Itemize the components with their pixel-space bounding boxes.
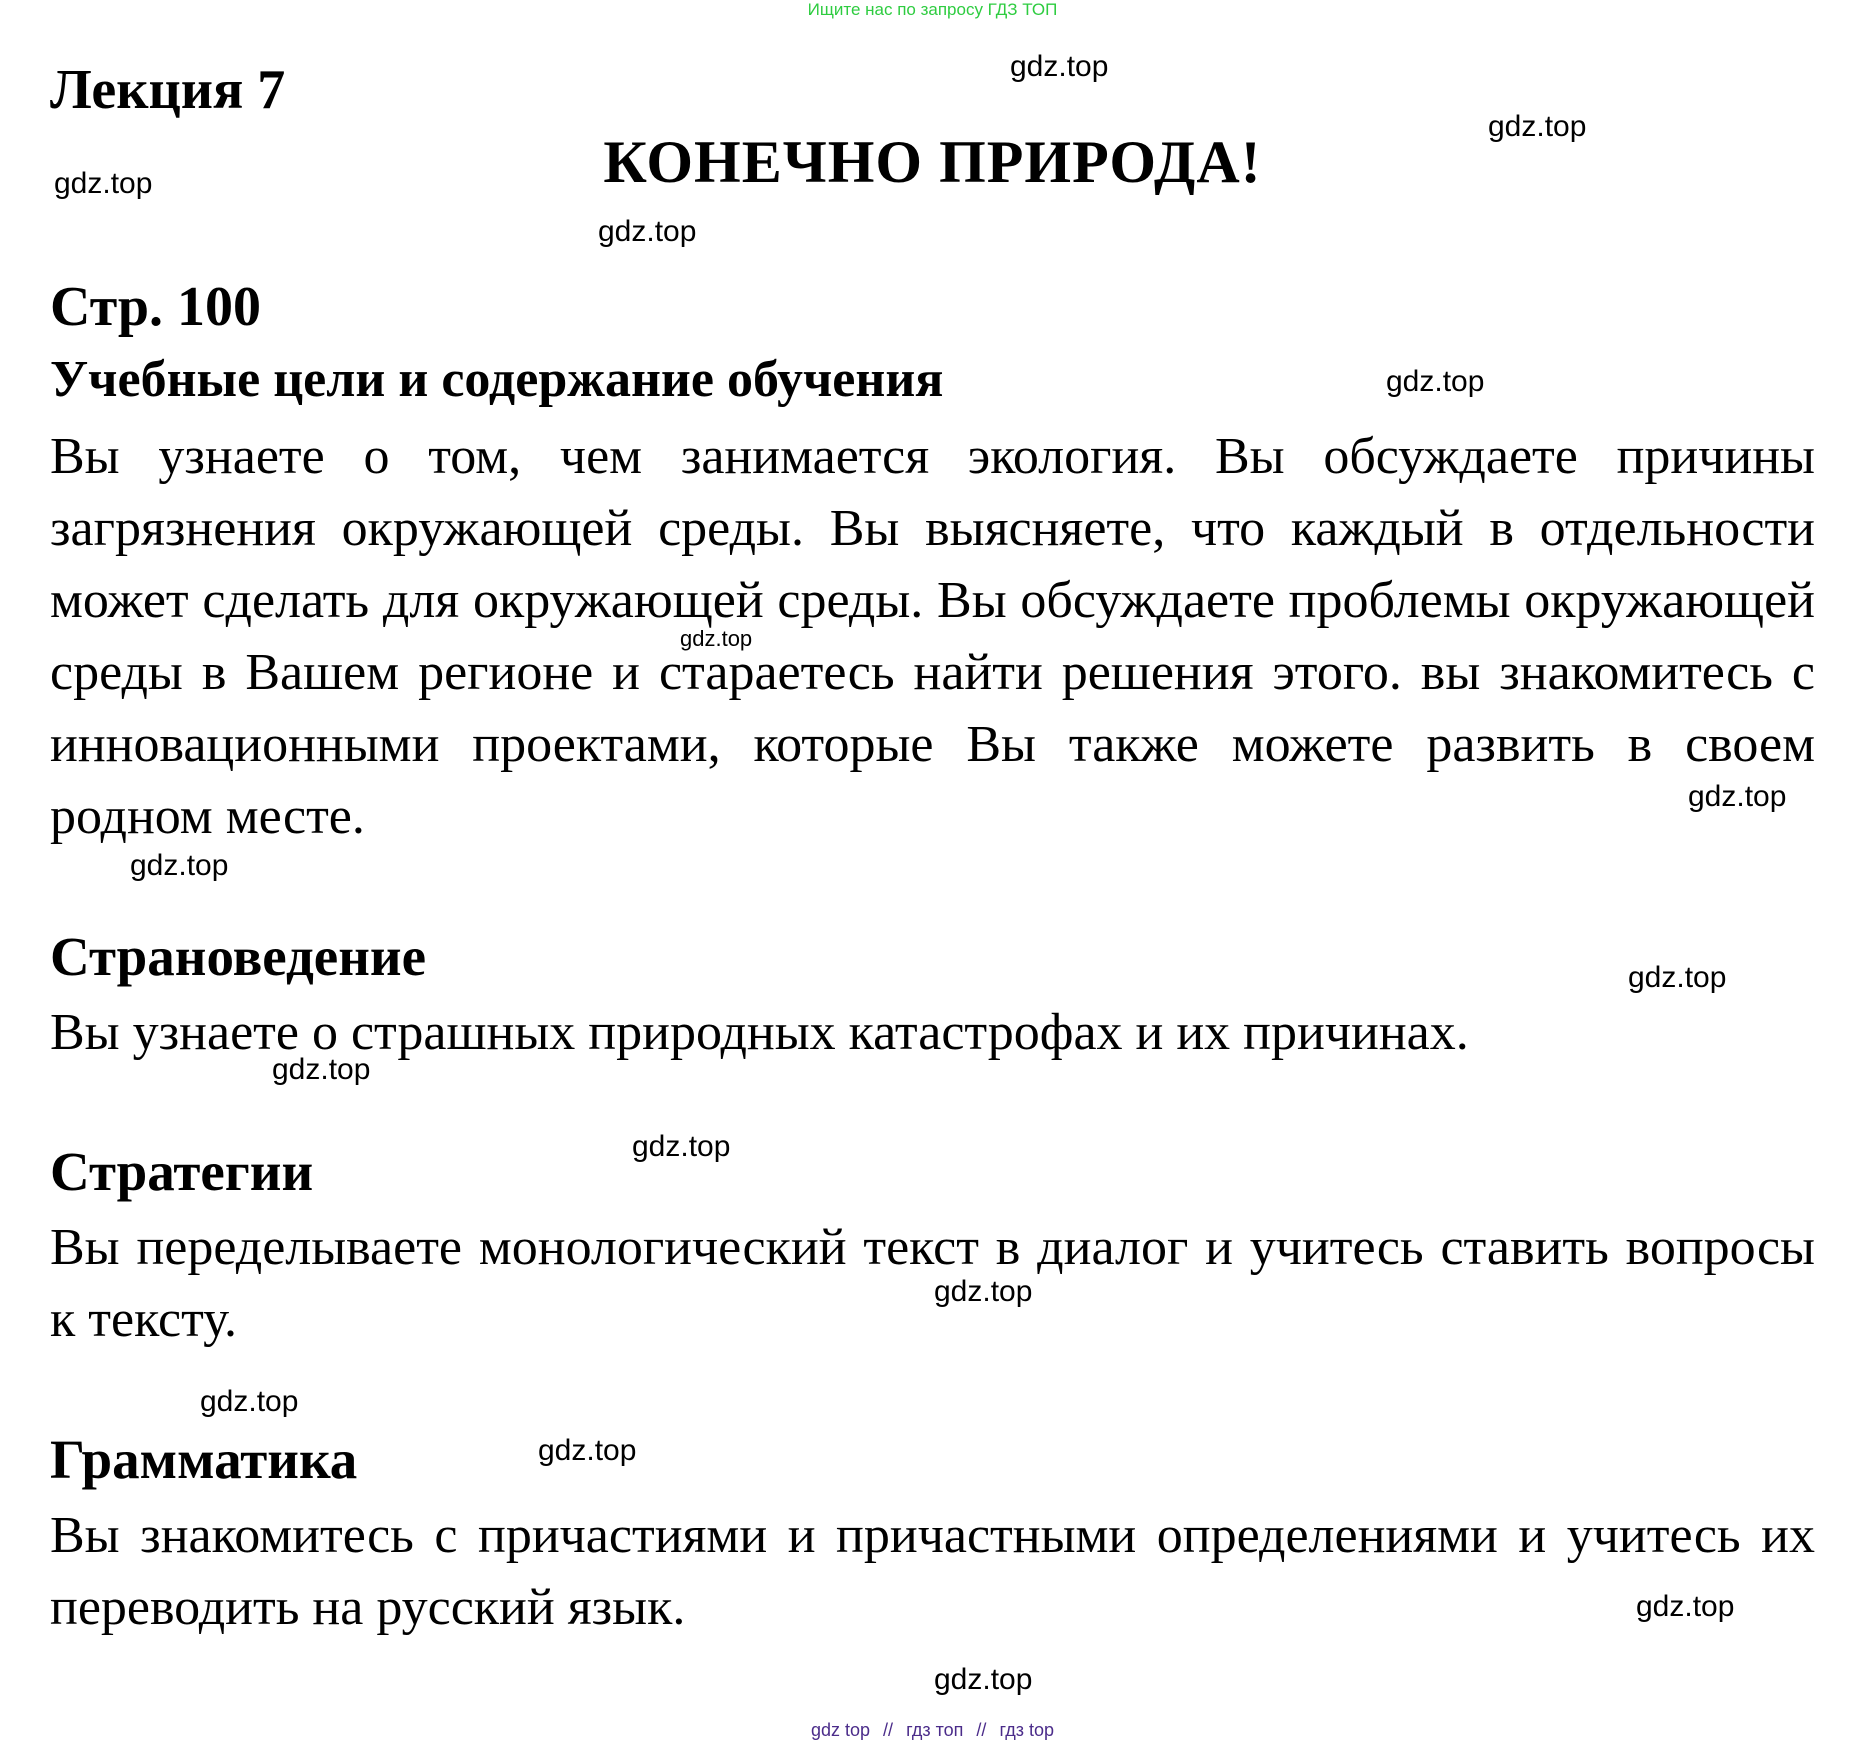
footer-link[interactable]: гдз топ <box>906 1720 964 1740</box>
footer-separator: // <box>883 1720 894 1740</box>
footer-link[interactable]: гдз top <box>999 1720 1054 1740</box>
watermark: gdz.top <box>1010 50 1109 83</box>
section-text-goals: Вы узнаете о том, чем занимается экология. Вы обсуждаете причины загрязнения окружающей среды. Вы выясняете, что каждый в отдельности может сделать для окружающей среды. Вы обсуждаете проблемы окружающей среды в Вашем регионе и стараетесь найти решения этого. вы знакомитесь с инновационными проектами, которые Вы также можете развить в своем родном месте. <box>50 428 1815 845</box>
watermark: gdz.top <box>1688 780 1787 813</box>
watermark: gdz.top <box>200 1385 299 1418</box>
watermark: gdz.top <box>1386 365 1485 398</box>
watermark: gdz.top <box>680 626 753 651</box>
watermark: gdz.top <box>598 215 697 248</box>
watermark: gdz.top <box>130 849 229 882</box>
watermark: gdz.top <box>1636 1590 1735 1623</box>
watermark: gdz.top <box>54 167 153 200</box>
section-text-strategies: Вы переделываете монологический текст в диалог и учитесь ставить вопросы к тексту. <box>50 1219 1815 1348</box>
page-title: КОНЕЧНО ПРИРОДА! <box>603 129 1262 195</box>
section-text-country-studies: Вы узнаете о страшных природных катастрофах и их причинах. <box>50 1004 1469 1061</box>
watermark: gdz.top <box>632 1130 731 1163</box>
section-heading-country-studies: Страноведение <box>50 926 427 987</box>
section-heading-goals: Учебные цели и содержание обучения <box>50 351 944 408</box>
search-banner: Ищите нас по запросу ГДЗ ТОП <box>807 0 1058 19</box>
watermark: gdz.top <box>1488 110 1587 143</box>
page-reference: Стр. 100 <box>50 276 262 338</box>
footer-link[interactable]: gdz top <box>810 1720 871 1740</box>
section-text-grammar: Вы знакомитесь с причастиями и причастными определениями и учитесь их переводить на русский язык. <box>50 1507 1815 1636</box>
lecture-number: Лекция 7 <box>50 59 286 121</box>
section-heading-grammar: Грамматика <box>50 1429 358 1490</box>
section-heading-strategies: Стратегии <box>50 1141 314 1202</box>
watermark: gdz.top <box>1628 961 1727 994</box>
watermark: gdz.top <box>272 1053 371 1086</box>
watermark: gdz.top <box>934 1275 1033 1308</box>
footer-links <box>0 1720 1865 1741</box>
watermark: gdz.top <box>934 1663 1033 1696</box>
footer-separator: // <box>976 1720 987 1740</box>
watermark: gdz.top <box>538 1434 637 1467</box>
